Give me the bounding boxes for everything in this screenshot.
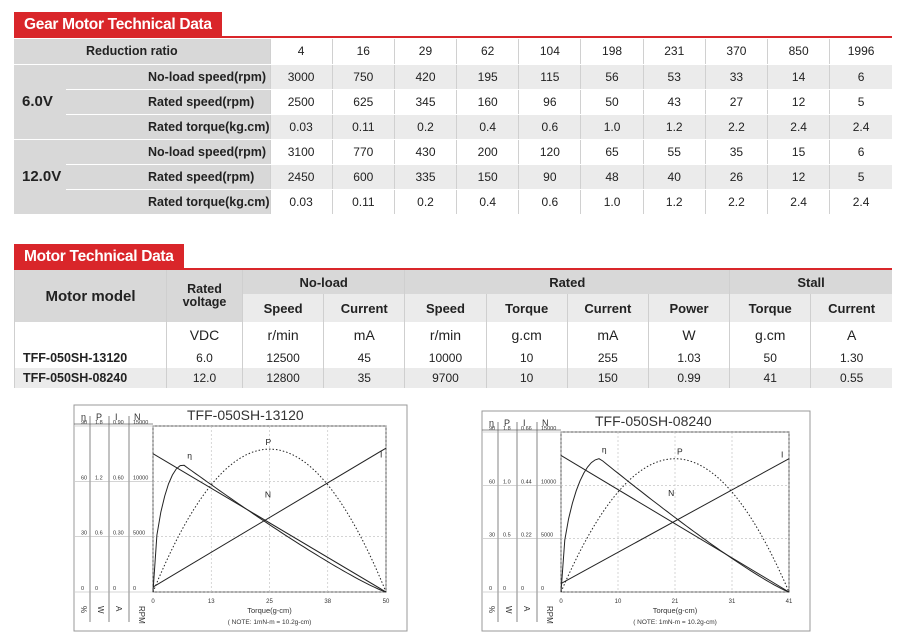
gear-value-cell: 15 <box>768 139 830 164</box>
chart-svg <box>73 404 408 632</box>
ratio-cell: 4 <box>270 39 332 64</box>
gear-row-label: Rated torque(kg.cm) <box>66 189 270 214</box>
ratio-cell: 198 <box>581 39 643 64</box>
gear-section-rule <box>14 36 892 38</box>
axis-column-header: N <box>134 412 141 422</box>
voltage-label: 6.0V <box>14 64 66 139</box>
gear-data-row <box>14 89 892 114</box>
gear-value-cell: 0.11 <box>332 114 394 139</box>
ratio-cell: 29 <box>394 39 456 64</box>
motor-value-cell: 10 <box>486 348 567 368</box>
motor-value-cell: 12500 <box>243 348 324 368</box>
curve-label: N <box>264 489 271 500</box>
rated-power-header: Power <box>648 294 729 322</box>
no-load-speed-header: Speed <box>243 294 324 322</box>
gear-value-cell: 50 <box>581 89 643 114</box>
motor-table <box>14 270 892 388</box>
gear-value-cell: 2500 <box>270 89 332 114</box>
x-axis-label: Torque(g-cm) <box>652 606 698 615</box>
y-tick-label: 0 <box>133 586 137 592</box>
x-tick-label: 41 <box>785 599 793 605</box>
gear-value-cell: 6 <box>830 139 892 164</box>
y-tick-label: 1.8 <box>503 426 511 432</box>
axis-column-header: N <box>542 418 549 428</box>
gear-value-cell: 55 <box>643 139 705 164</box>
ratio-cell: 1996 <box>830 39 892 64</box>
reduction-ratio-label: Reduction ratio <box>14 39 270 64</box>
gear-table <box>14 39 892 215</box>
chart-title: TFF-050SH-13120 <box>187 407 304 423</box>
gear-value-cell: 6 <box>830 64 892 89</box>
y-tick-label: 0 <box>521 586 525 592</box>
motor-model-name: TFF-050SH-13120 <box>15 348 167 368</box>
y-tick-label: 1.0 <box>503 479 511 486</box>
gear-value-cell: 0.11 <box>332 189 394 214</box>
y-tick-label: 1.2 <box>95 475 103 482</box>
gear-value-cell: 1.2 <box>643 114 705 139</box>
gear-value-cell: 3100 <box>270 139 332 164</box>
motor-value-cell: 45 <box>324 348 405 368</box>
gear-value-cell: 56 <box>581 64 643 89</box>
performance-chart-13120 <box>73 404 408 632</box>
y-tick-label: 0 <box>81 586 85 592</box>
x-axis-label: Torque(g-cm) <box>247 606 292 615</box>
gear-value-cell: 0.03 <box>270 114 332 139</box>
motor-value-cell: 9700 <box>405 368 486 388</box>
rated-voltage-header: Rated voltage <box>167 270 243 322</box>
gear-value-cell: 115 <box>519 64 581 89</box>
motor-value-cell: 0.99 <box>648 368 729 388</box>
gear-value-cell: 345 <box>394 89 456 114</box>
curve-label: η <box>601 444 607 455</box>
axis-column-header: η <box>81 412 87 422</box>
gear-value-cell: 65 <box>581 139 643 164</box>
motor-row <box>15 368 893 388</box>
unit-cell: r/min <box>405 322 486 348</box>
gear-data-row <box>14 189 892 214</box>
gear-value-cell: 160 <box>457 89 519 114</box>
motor-row <box>15 348 893 368</box>
unit-cell: g.cm <box>730 322 811 348</box>
gear-value-cell: 335 <box>394 164 456 189</box>
x-tick-label: 10 <box>614 599 622 605</box>
gear-value-cell: 0.6 <box>519 189 581 214</box>
gear-value-cell: 3000 <box>270 64 332 89</box>
y-tick-label: 0.44 <box>521 479 532 486</box>
gear-value-cell: 600 <box>332 164 394 189</box>
gear-value-cell: 48 <box>581 164 643 189</box>
stall-torque-header: Torque <box>730 294 811 322</box>
y-tick-label: 0.22 <box>521 532 532 539</box>
gear-value-cell: 2.4 <box>768 114 830 139</box>
y-tick-label: 30 <box>489 532 496 539</box>
motor-value-cell: 6.0 <box>167 348 243 368</box>
motor-value-cell: 41 <box>730 368 811 388</box>
no-load-current-header: Current <box>324 294 405 322</box>
gear-value-cell: 26 <box>705 164 767 189</box>
y-tick-label: 5000 <box>541 532 554 539</box>
rated-header: Rated <box>405 270 730 294</box>
motor-value-cell: 0.55 <box>811 368 892 388</box>
motor-value-cell: 12.0 <box>167 368 243 388</box>
unit-cell: mA <box>567 322 648 348</box>
y-tick-label: 1.8 <box>95 420 103 426</box>
y-tick-label: 60 <box>81 475 88 482</box>
gear-value-cell: 0.03 <box>270 189 332 214</box>
chart-frame <box>74 405 407 631</box>
gear-value-cell: 2.2 <box>705 189 767 214</box>
motor-value-cell: 1.30 <box>811 348 892 368</box>
gear-value-cell: 1.2 <box>643 189 705 214</box>
ratio-cell: 370 <box>705 39 767 64</box>
rated-torque-header: Torque <box>486 294 567 322</box>
unit-cell: W <box>648 322 729 348</box>
gear-value-cell: 33 <box>705 64 767 89</box>
curve-label: N <box>668 488 675 498</box>
gear-data-row <box>14 139 892 164</box>
rated-speed-header: Speed <box>405 294 486 322</box>
y-tick-label: 5000 <box>133 530 146 537</box>
y-tick-label: 0.5 <box>503 532 511 539</box>
gear-value-cell: 430 <box>394 139 456 164</box>
motor-value-cell: 10000 <box>405 348 486 368</box>
motor-section-title: Motor Technical Data <box>14 244 184 270</box>
motor-value-cell: 10 <box>486 368 567 388</box>
y-tick-label: 0.60 <box>113 475 124 482</box>
gear-value-cell: 12 <box>768 89 830 114</box>
gear-value-cell: 0.2 <box>394 189 456 214</box>
gear-value-cell: 1.0 <box>581 189 643 214</box>
gear-value-cell: 195 <box>457 64 519 89</box>
curve-label: I <box>380 449 383 460</box>
gear-data-row <box>14 64 892 89</box>
gear-value-cell: 43 <box>643 89 705 114</box>
motor-value-cell: 35 <box>324 368 405 388</box>
ratio-cell: 16 <box>332 39 394 64</box>
ratio-cell: 850 <box>768 39 830 64</box>
gear-data-row <box>14 114 892 139</box>
x-tick-label: 0 <box>151 599 155 605</box>
axis-column-header: η <box>489 418 495 428</box>
gear-value-cell: 5 <box>830 164 892 189</box>
gear-data-row <box>14 164 892 189</box>
axis-column-header: P <box>504 418 511 428</box>
motor-value-cell: 255 <box>567 348 648 368</box>
curve-label: P <box>677 446 683 457</box>
y-tick-label: 60 <box>489 479 496 486</box>
gear-value-cell: 1.0 <box>581 114 643 139</box>
gear-value-cell: 200 <box>457 139 519 164</box>
unit-cell: r/min <box>243 322 324 348</box>
unit-label: % <box>487 606 496 614</box>
gear-value-cell: 750 <box>332 64 394 89</box>
y-tick-label: 0.66 <box>521 426 532 432</box>
gear-value-cell: 2.2 <box>705 114 767 139</box>
motor-value-cell: 1.03 <box>648 348 729 368</box>
gear-value-cell: 0.2 <box>394 114 456 139</box>
gear-row-label: No-load speed(rpm) <box>66 64 270 89</box>
y-tick-label: 0 <box>541 586 545 592</box>
gear-value-cell: 27 <box>705 89 767 114</box>
gear-row-label: Rated torque(kg.cm) <box>66 114 270 139</box>
gear-value-cell: 625 <box>332 89 394 114</box>
performance-chart-08240 <box>481 410 811 632</box>
gear-value-cell: 2.4 <box>830 114 892 139</box>
gear-value-cell: 0.4 <box>457 114 519 139</box>
motor-model-name: TFF-050SH-08240 <box>15 368 167 388</box>
y-tick-label: 0 <box>95 586 99 592</box>
unit-cell: VDC <box>167 322 243 348</box>
axis-column-header: I <box>115 412 118 422</box>
curve-label: P <box>265 437 272 448</box>
unit-label: % <box>79 606 88 614</box>
gear-value-cell: 420 <box>394 64 456 89</box>
y-tick-label: 0.90 <box>113 420 124 426</box>
unit-note: ( NOTE: 1mN-m = 10.2g-cm) <box>633 619 717 626</box>
ratio-cell: 104 <box>519 39 581 64</box>
unit-cell: g.cm <box>486 322 567 348</box>
gear-row-label: Rated speed(rpm) <box>66 164 270 189</box>
motor-value-cell: 150 <box>567 368 648 388</box>
y-tick-label: 0 <box>113 586 117 592</box>
axis-column-header: P <box>96 412 103 422</box>
gear-value-cell: 150 <box>457 164 519 189</box>
gear-value-cell: 90 <box>519 164 581 189</box>
x-tick-label: 0 <box>559 599 563 605</box>
unit-label: A <box>522 606 531 612</box>
gear-value-cell: 0.4 <box>457 189 519 214</box>
gear-value-cell: 96 <box>519 89 581 114</box>
gear-value-cell: 2.4 <box>830 189 892 214</box>
gear-value-cell: 0.6 <box>519 114 581 139</box>
y-tick-label: 0.6 <box>95 530 103 537</box>
gear-value-cell: 35 <box>705 139 767 164</box>
stall-header: Stall <box>730 270 892 294</box>
x-tick-label: 38 <box>324 599 332 605</box>
gear-value-cell: 14 <box>768 64 830 89</box>
curve-label: I <box>781 449 784 460</box>
unit-label: W <box>504 606 513 614</box>
motor-value-cell: 50 <box>730 348 811 368</box>
stall-current-header: Current <box>811 294 892 322</box>
gear-row-label: No-load speed(rpm) <box>66 139 270 164</box>
unit-cell: A <box>811 322 892 348</box>
x-tick-label: 13 <box>207 599 215 605</box>
y-tick-label: 0.30 <box>113 530 124 537</box>
unit-label: A <box>114 606 123 612</box>
gear-row-label: Rated speed(rpm) <box>66 89 270 114</box>
units-blank <box>15 322 167 348</box>
ratio-cell: 62 <box>457 39 519 64</box>
gear-value-cell: 5 <box>830 89 892 114</box>
reduction-ratio-row <box>14 39 892 64</box>
curve-label: η <box>187 450 193 461</box>
y-tick-label: 30 <box>81 530 88 537</box>
gear-value-cell: 2450 <box>270 164 332 189</box>
no-load-header: No-load <box>243 270 405 294</box>
y-tick-label: 0 <box>503 586 507 592</box>
motor-model-header: Motor model <box>15 270 167 322</box>
ratio-cell: 231 <box>643 39 705 64</box>
unit-label: W <box>96 606 105 614</box>
rated-current-header: Current <box>567 294 648 322</box>
gear-value-cell: 120 <box>519 139 581 164</box>
y-tick-label: 15000 <box>541 426 557 432</box>
x-tick-label: 21 <box>671 599 679 605</box>
unit-note: ( NOTE: 1mN-m = 10.2g-cm) <box>227 619 312 626</box>
chart-svg <box>481 410 811 632</box>
axis-column-header: I <box>523 418 526 428</box>
gear-value-cell: 2.4 <box>768 189 830 214</box>
y-tick-label: 10000 <box>133 475 149 482</box>
voltage-label: 12.0V <box>14 139 66 214</box>
gear-value-cell: 12 <box>768 164 830 189</box>
chart-frame <box>482 411 810 631</box>
gear-value-cell: 770 <box>332 139 394 164</box>
gear-section-title: Gear Motor Technical Data <box>14 12 222 38</box>
gear-value-cell: 53 <box>643 64 705 89</box>
x-tick-label: 25 <box>266 599 273 605</box>
unit-label: RPM <box>137 606 146 624</box>
gear-value-cell: 40 <box>643 164 705 189</box>
y-tick-label: 90 <box>81 420 88 426</box>
x-tick-label: 50 <box>382 599 390 605</box>
unit-cell: mA <box>324 322 405 348</box>
y-tick-label: 0 <box>489 586 493 592</box>
chart-title: TFF-050SH-08240 <box>595 413 712 429</box>
y-tick-label: 10000 <box>541 479 557 486</box>
unit-label: RPM <box>545 606 554 624</box>
y-tick-label: 90 <box>489 426 496 432</box>
motor-value-cell: 12800 <box>243 368 324 388</box>
x-tick-label: 31 <box>728 599 736 605</box>
y-tick-label: 15000 <box>133 420 149 426</box>
